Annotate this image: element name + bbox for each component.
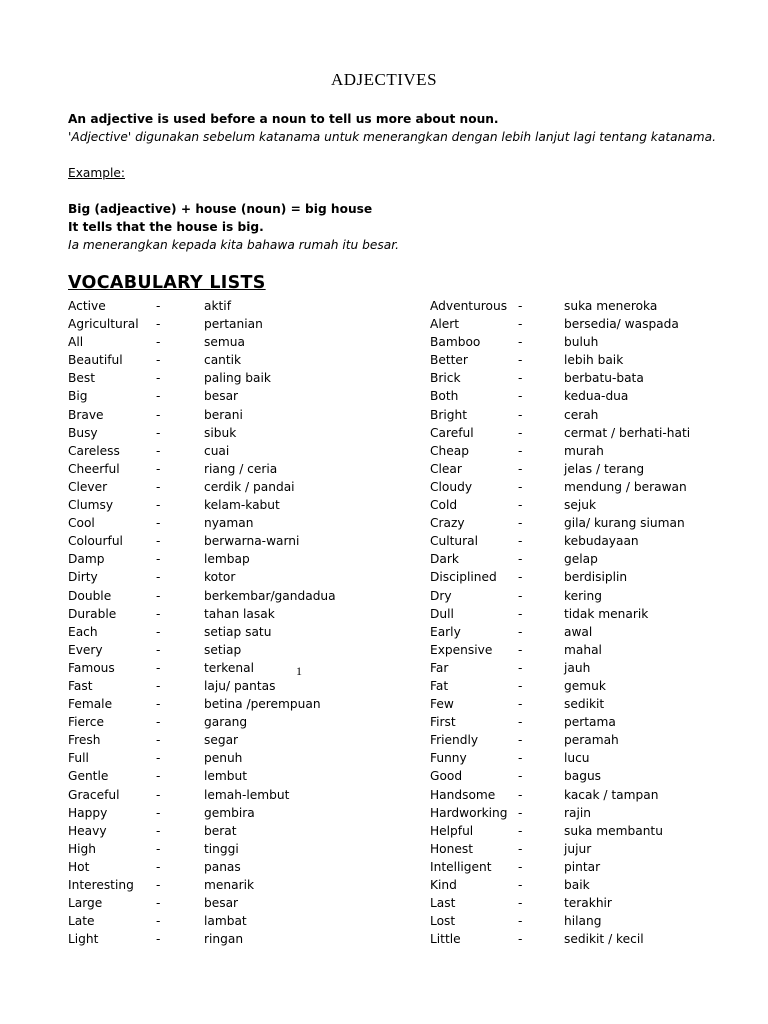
vocabulary-dash: - [156,715,161,730]
vocabulary-word: Colourful [68,534,123,549]
vocabulary-word: Clumsy [68,498,114,513]
vocabulary-meaning: gemuk [564,678,606,693]
vocabulary-word: Few [430,697,454,712]
vocabulary-word: Cold [430,498,458,513]
vocabulary-dash: - [156,588,161,603]
vocabulary-word: Dark [430,552,459,567]
vocabulary-dash: - [156,407,161,422]
vocabulary-word: Expensive [430,642,493,657]
vocabulary-dash: - [518,896,523,911]
vocabulary-dash: - [518,932,523,947]
vocabulary-meaning: lembap [204,552,250,567]
vocabulary-word: Large [68,896,103,911]
vocabulary-meaning: berbatu-bata [564,371,644,386]
vocabulary-word: Fat [430,678,449,693]
vocabulary-meaning: berani [204,407,243,422]
vocabulary-word: Handsome [430,787,496,802]
vocabulary-word: Last [430,896,456,911]
vocabulary-word: Damp [68,552,105,567]
vocabulary-meaning: hilang [564,914,602,929]
vocabulary-word: High [68,841,97,856]
vocabulary-meaning: betina /perempuan [204,697,321,712]
vocabulary-word: Interesting [68,878,134,892]
vocabulary-meaning: besar [204,896,239,911]
vocabulary-word: Careful [430,425,474,440]
vocabulary-dash: - [156,425,161,440]
vocabulary-dash: - [518,425,523,440]
vocabulary-dash: - [518,678,523,693]
vocabulary-meaning: kelam-kabut [204,498,280,513]
vocabulary-meaning: semua [204,335,245,350]
vocabulary-word: Both [430,389,459,404]
vocabulary-word: Heavy [68,823,107,838]
vocabulary-dash: - [156,841,161,856]
vocabulary-word: Dirty [68,570,98,585]
vocabulary-meaning: pertanian [204,317,263,332]
vocabulary-meaning: bagus [564,769,602,784]
vocabulary-word: Adventurous [430,299,508,313]
vocabulary-word: Hot [68,859,90,874]
vocabulary-word: Dry [430,588,452,603]
vocabulary-dash: - [518,733,523,748]
vocabulary-word: Disciplined [430,570,497,585]
vocabulary-word: Bamboo [430,335,481,350]
vocabulary-dash: - [518,751,523,766]
vocabulary-meaning: sedikit / kecil [564,932,644,947]
vocabulary-word: Helpful [430,823,474,838]
vocabulary-dash: - [156,697,161,712]
vocabulary-meaning: mendung / berawan [564,479,687,494]
vocabulary-meaning: buluh [564,335,599,350]
vocabulary-word: Fierce [68,715,104,730]
vocabulary-meaning: aktif [204,299,231,313]
vocabulary-dash: - [518,534,523,549]
vocabulary-word: Kind [430,878,457,892]
vocabulary-dash: - [518,697,523,712]
vocabulary-word: Intelligent [430,859,492,874]
vocabulary-dash: - [518,353,523,368]
vocabulary-dash: - [518,461,523,476]
vocabulary-word: Fast [68,678,93,693]
vocabulary-meaning: bersedia/ waspada [564,317,679,332]
vocabulary-meaning: kotor [204,570,236,585]
vocabulary-dash: - [518,715,523,730]
vocabulary-dash: - [156,516,161,531]
vocabulary-meaning: peramah [564,733,619,748]
vocabulary-word: Brick [430,371,461,386]
vocabulary-meaning: lemah-lembut [204,787,290,802]
vocabulary-dash: - [156,570,161,585]
vocabulary-dash: - [156,335,161,350]
vocabulary-dash: - [518,769,523,784]
vocabulary-word: Lost [430,914,456,929]
vocabulary-meaning: jelas / terang [564,461,645,476]
vocabulary-dash: - [518,389,523,404]
vocabulary-word: Dull [430,606,454,621]
vocabulary-dash: - [518,624,523,639]
vocabulary-meaning: jauh [564,660,591,675]
vocabulary-meaning: cerah [564,407,599,422]
vocabulary-dash: - [518,859,523,874]
vocabulary-meaning: baik [564,878,590,892]
vocabulary-meaning: gelap [564,552,598,567]
vocabulary-word: Female [68,697,113,712]
vocabulary-dash: - [518,552,523,567]
vocabulary-dash: - [156,769,161,784]
vocabulary-meaning: panas [204,859,241,874]
vocabulary-word: Active [68,299,106,313]
vocabulary-meaning: pintar [564,859,601,874]
vocabulary-meaning: lucu [564,751,590,766]
vocabulary-word: Better [430,353,468,368]
vocabulary-meaning: tinggi [204,841,239,856]
vocabulary-dash: - [156,642,161,657]
vocabulary-word: Far [430,660,449,675]
vocabulary-word: Bright [430,407,467,422]
vocabulary-dash: - [518,570,523,585]
vocabulary-word: Busy [68,425,98,440]
vocabulary-word: Careless [68,443,120,458]
vocabulary-dash: - [156,498,161,513]
vocabulary-word: Alert [430,317,460,332]
vocabulary-meaning: penuh [204,751,243,766]
vocabulary-word: Clear [430,461,462,476]
vocabulary-word: Early [430,624,461,639]
vocabulary-word: Funny [430,751,467,766]
definition-english: An adjective is used before a noun to tell us more about noun. [68,112,499,126]
vocabulary-dash: - [156,660,161,675]
vocabulary-word: Late [68,914,95,929]
vocabulary-word: Good [430,769,463,784]
vocabulary-meaning: berwarna-warni [204,534,300,549]
vocabulary-dash: - [518,443,523,458]
vocabulary-word: Cheap [430,443,469,458]
vocabulary-meaning: nyaman [204,516,254,531]
vocabulary-dash: - [156,443,161,458]
vocabulary-dash: - [518,878,523,892]
vocabulary-meaning: pertama [564,715,616,730]
vocabulary-word: Every [68,642,103,657]
vocabulary-dash: - [156,479,161,494]
example-formula: Big (adjeactive) + house (noun) = big house [68,202,373,216]
vocabulary-dash: - [518,606,523,621]
vocabulary-word: Brave [68,407,104,422]
vocabulary-dash: - [156,624,161,639]
vocabulary-dash: - [518,317,523,332]
vocabulary-meaning: suka membantu [564,823,663,838]
vocabulary-word: First [430,715,456,730]
vocabulary-dash: - [518,516,523,531]
vocabulary-word: Fresh [68,733,101,748]
vocabulary-word: Famous [68,660,115,675]
vocabulary-meaning: sedikit [564,697,605,712]
vocabulary-meaning: berat [204,823,237,838]
vocabulary-meaning: riang / ceria [204,461,278,476]
vocabulary-meaning: gembira [204,805,255,820]
vocabulary-meaning: rajin [564,805,591,820]
example-explanation-malay: Ia menerangkan kepada kita bahawa rumah itu besar. [68,238,399,252]
vocabulary-word: Beautiful [68,353,123,368]
vocabulary-meaning: lambat [204,914,247,929]
vocabulary-dash: - [156,896,161,911]
vocabulary-meaning: tahan lasak [204,606,275,621]
vocabulary-word: Gentle [68,769,109,784]
vocabulary-meaning: ringan [204,932,244,947]
vocabulary-word: Cloudy [430,479,473,494]
vocabulary-dash: - [156,751,161,766]
vocabulary-dash: - [518,805,523,820]
vocabulary-meaning: kebudayaan [564,534,639,549]
example-explanation-english: It tells that the house is big. [68,220,264,234]
vocabulary-dash: - [518,642,523,657]
vocabulary-dash: - [518,588,523,603]
vocabulary-meaning: tidak menarik [564,606,649,621]
page-title: ADJECTIVES [330,70,438,89]
vocabulary-word: Hardworking [430,805,508,820]
vocabulary-word: Double [68,588,112,603]
vocabulary-meaning: lembut [204,769,247,784]
vocabulary-meaning: paling baik [204,371,271,386]
vocabulary-meaning: suka meneroka [564,299,658,313]
vocabulary-dash: - [518,498,523,513]
vocabulary-dash: - [156,606,161,621]
vocabulary-word: Big [68,389,88,404]
vocabulary-dash: - [156,389,161,404]
vocabulary-dash: - [156,878,161,892]
vocabulary-dash: - [156,461,161,476]
vocabulary-dash: - [518,914,523,929]
vocabulary-meaning: menarik [204,878,255,892]
vocabulary-word: Clever [68,479,108,494]
vocabulary-word: Crazy [430,516,465,531]
vocabulary-word: Light [68,932,99,947]
vocabulary-dash: - [156,823,161,838]
vocabulary-meaning: terkenal [204,660,254,675]
vocabulary-dash: - [156,534,161,549]
vocabulary-meaning: lebih baik [564,353,624,368]
vocabulary-word: Little [430,932,461,947]
vocabulary-dash: - [156,914,161,929]
vocabulary-meaning: laju/ pantas [204,678,276,693]
vocabulary-word: Durable [68,606,117,621]
vocabulary-meaning: setiap satu [204,624,272,639]
vocabulary-meaning: cermat / berhati-hati [564,425,691,440]
vocabulary-dash: - [518,660,523,675]
vocabulary-meaning: besar [204,389,239,404]
vocabulary-meaning: kering [564,588,602,603]
vocabulary-word: Agricultural [68,317,139,332]
vocabulary-dash: - [156,932,161,947]
vocabulary-word: Full [68,751,89,766]
vocabulary-dash: - [518,371,523,386]
vocabulary-word: Each [68,624,98,639]
vocabulary-meaning: berkembar/gandadua [204,588,336,603]
vocabulary-dash: - [156,552,161,567]
vocabulary-word: Happy [68,805,108,820]
vocabulary-meaning: gila/ kurang siuman [564,516,685,531]
vocabulary-dash: - [518,479,523,494]
vocabulary-meaning: sejuk [564,498,597,513]
vocabulary-word: Graceful [68,787,120,802]
vocabulary-meaning: setiap [204,642,242,657]
vocabulary-dash: - [156,299,161,313]
page-number: 1 [296,664,302,678]
vocabulary-meaning: murah [564,443,604,458]
vocabulary-meaning: kacak / tampan [564,787,659,802]
vocabulary-dash: - [518,823,523,838]
vocabulary-word: Cool [68,516,95,531]
vocabulary-word: Cultural [430,534,478,549]
vocabulary-meaning: jujur [564,841,592,856]
vocabulary-meaning: mahal [564,642,602,657]
vocabulary-meaning: kedua-dua [564,389,629,404]
vocabulary-dash: - [518,407,523,422]
vocabulary-dash: - [156,733,161,748]
vocabulary-meaning: segar [204,733,239,748]
vocabulary-dash: - [156,805,161,820]
vocabulary-meaning: awal [564,624,593,639]
example-label: Example: [68,166,125,180]
vocabulary-dash: - [518,299,523,313]
vocabulary-dash: - [156,353,161,368]
vocabulary-dash: - [518,841,523,856]
vocabulary-word: Honest [430,841,473,856]
vocabulary-word: Best [68,371,95,386]
definition-malay: 'Adjective' digunakan sebelum katanama untuk menerangkan dengan lebih lanjut lagi tentang katanama. [68,130,716,144]
vocabulary-word: All [68,335,84,350]
vocabulary-word: Friendly [430,733,479,748]
vocabulary-dash: - [156,371,161,386]
vocabulary-dash: - [156,859,161,874]
vocabulary-word: Cheerful [68,461,120,476]
vocabulary-heading: VOCABULARY LISTS [68,273,266,293]
vocabulary-dash: - [156,678,161,693]
vocabulary-meaning: cerdik / pandai [204,479,295,494]
vocabulary-meaning: terakhir [564,896,612,911]
vocabulary-dash: - [518,335,523,350]
vocabulary-meaning: berdisiplin [564,570,628,585]
vocabulary-dash: - [156,317,161,332]
vocabulary-dash: - [518,787,523,802]
vocabulary-meaning: garang [204,715,248,730]
vocabulary-dash: - [156,787,161,802]
vocabulary-meaning: cuai [204,443,230,458]
vocabulary-meaning: sibuk [204,425,237,440]
vocabulary-meaning: cantik [204,353,242,368]
